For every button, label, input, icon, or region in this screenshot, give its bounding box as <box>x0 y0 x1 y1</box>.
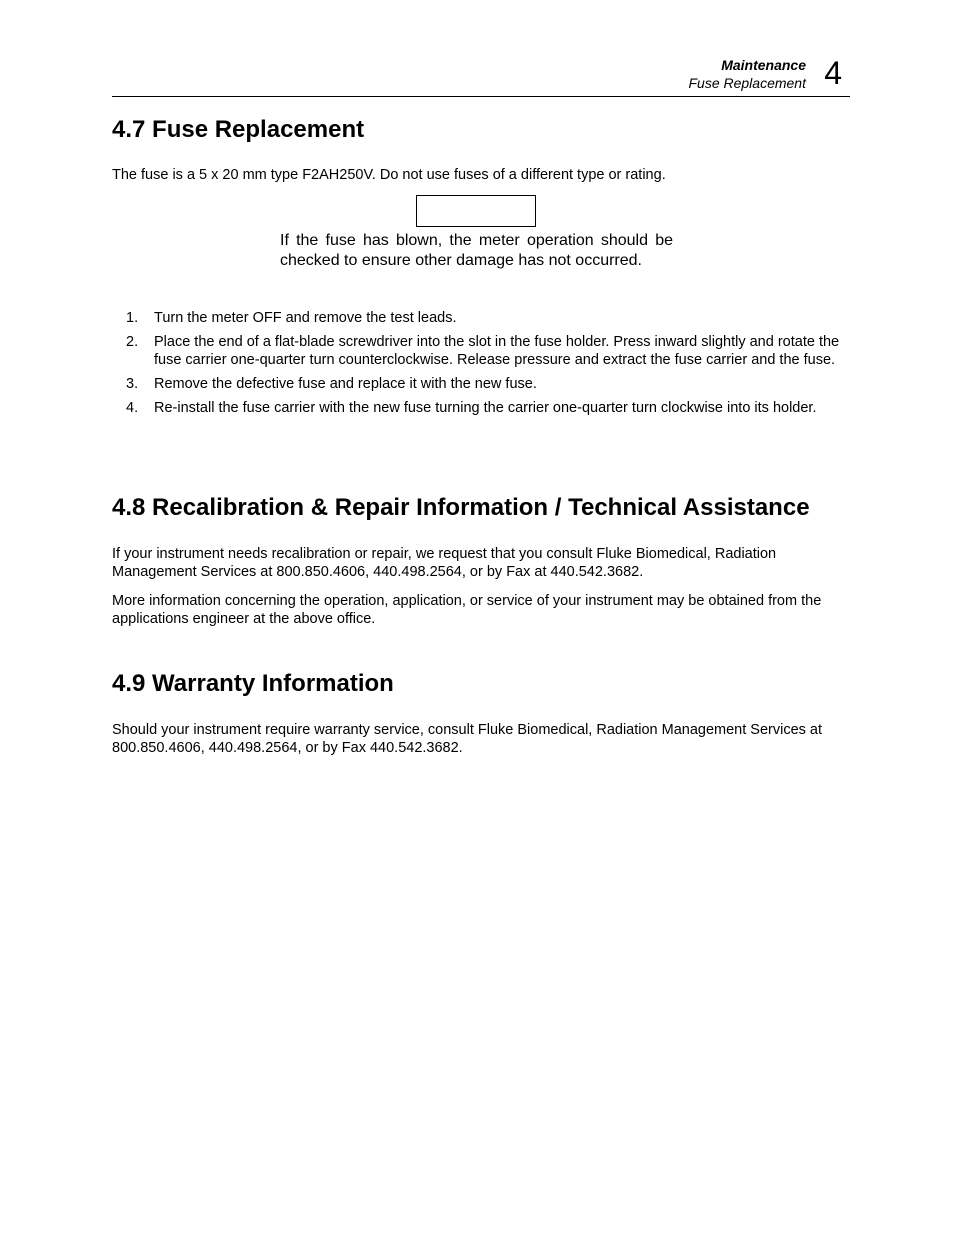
header-subtitle: Fuse Replacement <box>688 75 806 91</box>
chapter-number: 4 <box>824 55 842 91</box>
recalibration-paragraph: If your instrument needs recalibration or repair, we request that you consult Fluke Biomedical, Radiation Management Services at 800.850.4606, 440.498.2564, or by Fax at 440.542.3682. <box>112 546 777 580</box>
more-information-paragraph: More information concerning the operation, application, or service of your instrument may be obtained from the applications engineer at the above office. <box>112 593 822 627</box>
caution-text: If the fuse has blown, the meter operation should be checked to ensure other damage has not occurred. <box>280 232 673 269</box>
fuse-intro-paragraph: The fuse is a 5 x 20 mm type F2AH250V. Do not use fuses of a different type or rating. <box>112 167 666 183</box>
list-item <box>112 333 842 369</box>
step-text: Place the end of a flat-blade screwdriver into the slot in the fuse holder. Press inward slightly and rotate the fuse carrier one-quarter turn counterclockwise. Release pressure and extract the fuse carrier and the fuse. <box>154 334 840 368</box>
step-text: Re-install the fuse carrier with the new fuse turning the carrier one-quarter turn clockwise into its holder. <box>154 400 817 416</box>
step-number: 4. <box>126 400 139 416</box>
step-text: Remove the defective fuse and replace it with the new fuse. <box>154 376 537 392</box>
step-text: Turn the meter OFF and remove the test leads. <box>154 310 457 326</box>
page-header <box>112 52 850 97</box>
warranty-paragraph: Should your instrument require warranty service, consult Fluke Biomedical, Radiation Management Services at 800.850.4606, 440.498.2564, or by Fax 440.542.3682. <box>112 722 823 756</box>
section-heading-warranty: 4.9 Warranty Information <box>112 670 394 697</box>
header-title: Maintenance <box>721 57 806 73</box>
step-number: 2. <box>126 334 139 350</box>
section-heading-fuse-replacement: 4.7 Fuse Replacement <box>112 116 365 143</box>
step-number: 3. <box>126 376 139 392</box>
list-item <box>112 399 842 417</box>
fuse-replacement-steps <box>112 309 842 423</box>
caution-label-box <box>416 195 536 227</box>
section-heading-recalibration: 4.8 Recalibration & Repair Information / Technical Assistance <box>112 494 810 521</box>
step-number: 1. <box>126 310 139 326</box>
list-item <box>112 375 842 393</box>
list-item <box>112 309 842 327</box>
